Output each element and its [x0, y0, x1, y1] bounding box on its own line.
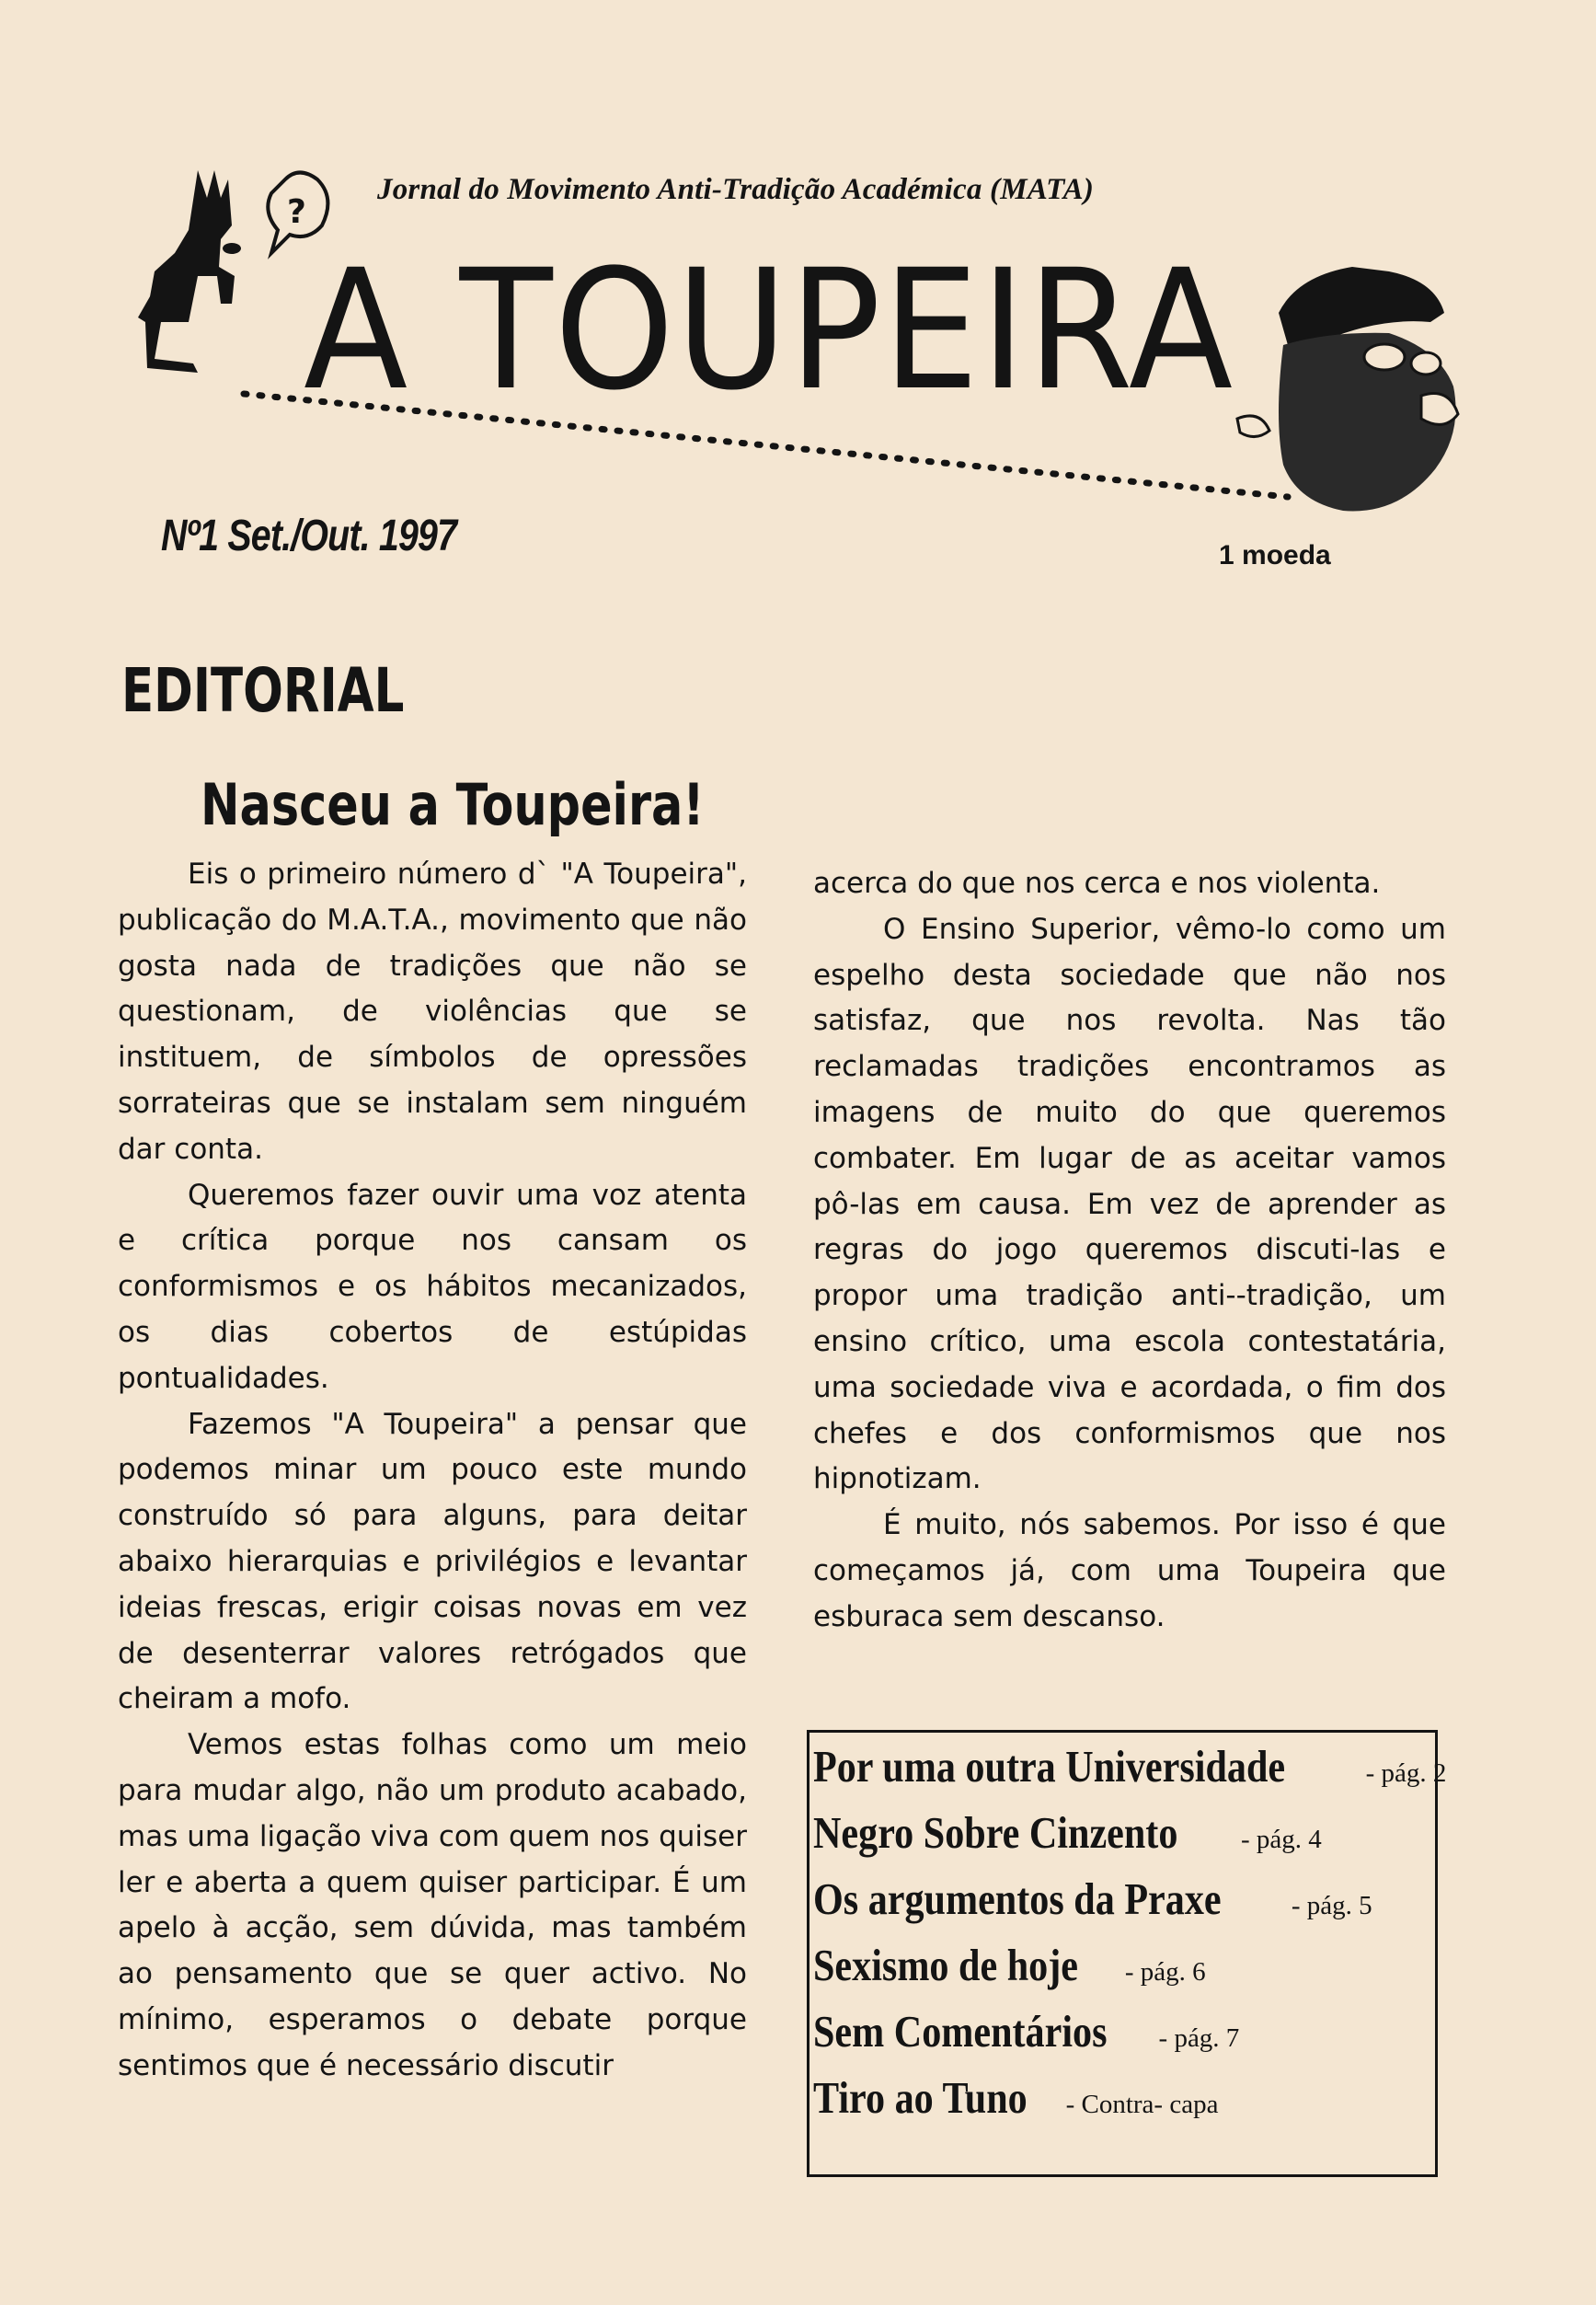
editorial-left-column: [118, 852, 747, 2090]
contents-item-title: Os argumentos da Praxe: [813, 1873, 1222, 1924]
masthead-title: A TOUPEIRA: [304, 235, 1234, 427]
contents-item-title: Negro Sobre Cinzento: [813, 1807, 1178, 1858]
contents-item[interactable]: [813, 2071, 1218, 2124]
editorial-headline: Nasceu a Toupeira!: [201, 771, 705, 838]
editorial-paragraph: Queremos fazer ouvir uma voz atenta e crítica porque nos cansam os conformismos e os hábitos mecanizados, os dias cobertos de estúpidas pontualidades.: [118, 1178, 747, 1395]
editorial-paragraph: É muito, nós sabemos. Por isso é que começamos já, com uma Toupeira que esburaca sem descanso.: [813, 1508, 1446, 1633]
contents-item-page: - pág. 2: [1365, 1758, 1447, 1788]
contents-item[interactable]: [813, 1939, 1206, 1991]
section-title: EDITORIAL: [121, 655, 405, 726]
contents-item-page: - pág. 7: [1158, 2023, 1240, 2053]
contents-item-title: Tiro ao Tuno: [813, 2072, 1028, 2123]
contents-item[interactable]: [813, 1806, 1322, 1859]
editorial-paragraph: Fazemos "A Toupeira" a pensar que podemos minar um pouco este mundo construído só para alguns, para deitar abaixo hierarquias e privilégios e levantar ideias frescas, erigir coisas novas em vez de desenterrar valores retrógados que cheiram a mofo.: [118, 1407, 747, 1716]
contents-item[interactable]: [813, 1740, 1446, 1792]
contents-item[interactable]: [813, 1873, 1372, 1925]
contents-item-page: - pág. 4: [1240, 1825, 1322, 1854]
contents-item-title: Sem Comentários: [813, 2006, 1108, 2057]
mole-character-icon: [1237, 267, 1458, 511]
contents-item-page: - pág. 5: [1291, 1891, 1372, 1920]
journal-subtitle: Jornal do Movimento Anti-Tradição Académica (MATA): [377, 173, 1095, 206]
editorial-paragraph: O Ensino Superior, vêmo-lo como um espelho desta sociedade que não nos satisfaz, que nos revolta. Nas tão reclamadas tradições encontramos as imagens de muito do que queremos combater. Em lugar de as aceitar vamos pô-las em causa. Em vez de aprender as regras do jogo queremos discuti-las e propor uma tradição anti--tradição, um ensino crítico, uma escola contestatária, uma sociedade viva e acordada, o fim dos chefes e dos conformismos que nos hipnotizam.: [813, 912, 1446, 1496]
issue-price: 1 moeda: [1219, 540, 1331, 570]
svg-text:?: ?: [287, 193, 306, 231]
editorial-right-column: [813, 861, 1446, 1641]
editorial-paragraph: Vemos estas folhas como um meio para mudar algo, não um produto acabado, mas uma ligação viva com quem nos quiser ler e aberta a quem quiser participar. É um apelo à acção, sem dúvida, mas também ao pensamento que se quer activo. No mínimo, esperamos o debate porque sentimos que é necessário discutir: [118, 1728, 747, 2082]
editorial-paragraph: acerca do que nos cerca e nos violenta.: [813, 867, 1381, 900]
donkey-figure-icon: [138, 170, 241, 373]
editorial-paragraph: Eis o primeiro número d` "A Toupeira", publicação do M.A.T.A., movimento que não gosta nada de tradições que não se questionam, de violências que se instituem, de símbolos de opressões sorrateiras que se instalam sem ninguém dar conta.: [118, 858, 747, 1166]
issue-number: Nº1 Set./Out. 1997: [161, 512, 457, 560]
contents-box: [807, 1730, 1447, 2177]
contents-item-title: Por uma outra Universidade: [813, 1741, 1286, 1792]
contents-item-title: Sexismo de hoje: [813, 1940, 1078, 1990]
contents-item-page: - pág. 6: [1124, 1957, 1206, 1987]
contents-item[interactable]: [813, 2005, 1239, 2057]
contents-item-page: - Contra- capa: [1065, 2090, 1219, 2119]
